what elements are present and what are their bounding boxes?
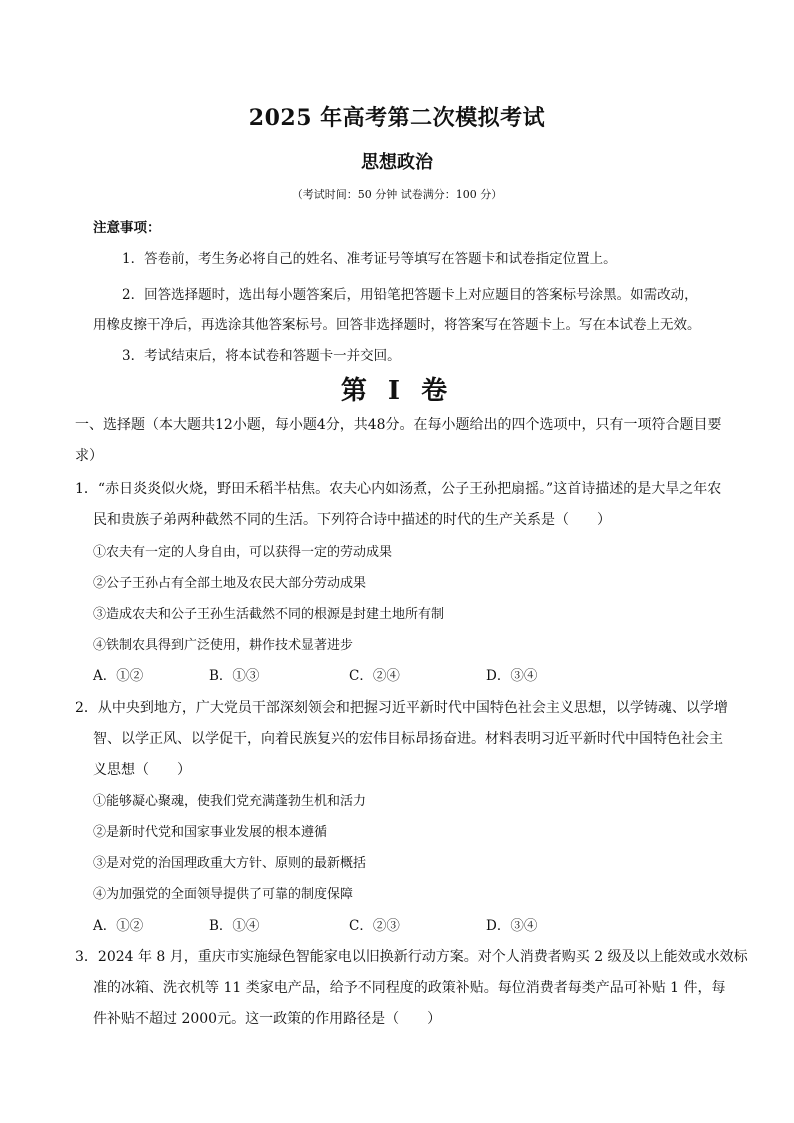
notice-item-2-line-2: 用橡皮擦干净后，再选涂其他答案标号。回答非选择题时，将答案写在答题卡上。写在本试卷上无效。 (93, 317, 701, 333)
question-1-stem-line-2: 民和贵族子弟两种截然不同的生活。下列符合诗中描述的时代的生产关系是（ ） (93, 512, 611, 528)
question-1-stem-line-1: 1．“赤日炎炎似火烧，野田禾稻半枯焦。农夫心内如汤煮，公子王孙把扇摇。”这首诗描述的是大旱之年农 (75, 481, 722, 497)
notice-item-1: 1．答卷前，考生务必将自己的姓名、准考证号等填写在答题卡和试卷指定位置上。 (122, 251, 617, 267)
exam-info: （考试时间：50 分钟 试卷满分：100 分） (291, 188, 503, 201)
question-1-choice-d: D．③④ (486, 668, 538, 684)
subject-title: 思想政治 (361, 152, 433, 173)
question-3-stem-line-1: 3．2024 年 8 月，重庆市实施绿色智能家电以旧换新行动方案。对个人消费者购买 2 级及以上能效或水效标 (75, 949, 748, 965)
question-2-stem-line-3: 义思想（ ） (93, 762, 191, 778)
question-1-choice-a: A．①② (93, 668, 144, 684)
question-3-stem-line-3: 件补贴不超过 2000元。这一政策的作用路径是（ ） (93, 1011, 442, 1027)
question-2-stem-line-2: 智、以学正风、以学促干，向着民族复兴的宏伟目标昂扬奋进。材料表明习近平新时代中国特色社会主 (93, 731, 723, 747)
question-1-option-3: ③造成农夫和公子王孙生活截然不同的根源是封建土地所有制 (93, 607, 445, 622)
question-2-stem-line-1: 2．从中央到地方，广大党员干部深刻领会和把握习近平新时代中国特色社会主义思想，以学铸魂、以学增 (75, 700, 728, 716)
section-heading-line-2: 求） (75, 448, 103, 464)
question-2-option-2: ②是新时代党和国家事业发展的根本遵循 (93, 825, 328, 840)
question-2-choice-d: D．③④ (486, 918, 538, 934)
notice-item-2-line-1: 2．回答选择题时，选出每小题答案后，用铅笔把答题卡上对应题目的答案标号涂黑。如需改动， (122, 287, 698, 303)
question-1-option-4: ④铁制农具得到广泛使用，耕作技术显著进步 (93, 638, 354, 653)
question-2-option-3: ③是对党的治国理政重大方针、原则的最新概括 (93, 856, 367, 871)
volume-title: 第 I 卷 (340, 376, 454, 406)
question-2-option-1: ①能够凝心聚魂，使我们党充满蓬勃生机和活力 (93, 794, 367, 809)
question-1-option-2: ②公子王孙占有全部土地及农民大部分劳动成果 (93, 576, 367, 591)
question-1-option-1: ①农夫有一定的人身自由，可以获得一定的劳动成果 (93, 545, 393, 560)
question-2-option-4: ④为加强党的全面领导提供了可靠的制度保障 (93, 887, 354, 902)
notice-heading: 注意事项： (93, 220, 161, 236)
question-3-stem-line-2: 准的冰箱、洗衣机等 11 类家电产品，给予不同程度的政策补贴。每位消费者每类产品可补贴 1 件，每 (93, 980, 726, 996)
notice-item-3: 3．考试结束后，将本试卷和答题卡一并交回。 (122, 348, 401, 364)
exam-title: 2025 年高考第二次模拟考试 (248, 105, 546, 131)
question-2-choice-b: B．①④ (209, 918, 260, 934)
question-1-choice-c: C．②④ (349, 668, 400, 684)
question-1-choice-b: B．①③ (209, 668, 260, 684)
question-2-choice-a: A．①② (93, 918, 144, 934)
section-heading-line-1: 一、选择题（本大题共12小题，每小题4分，共48分。在每小题给出的四个选项中，只有一项符合题目要 (75, 417, 722, 433)
question-2-choice-c: C．②③ (349, 918, 400, 934)
